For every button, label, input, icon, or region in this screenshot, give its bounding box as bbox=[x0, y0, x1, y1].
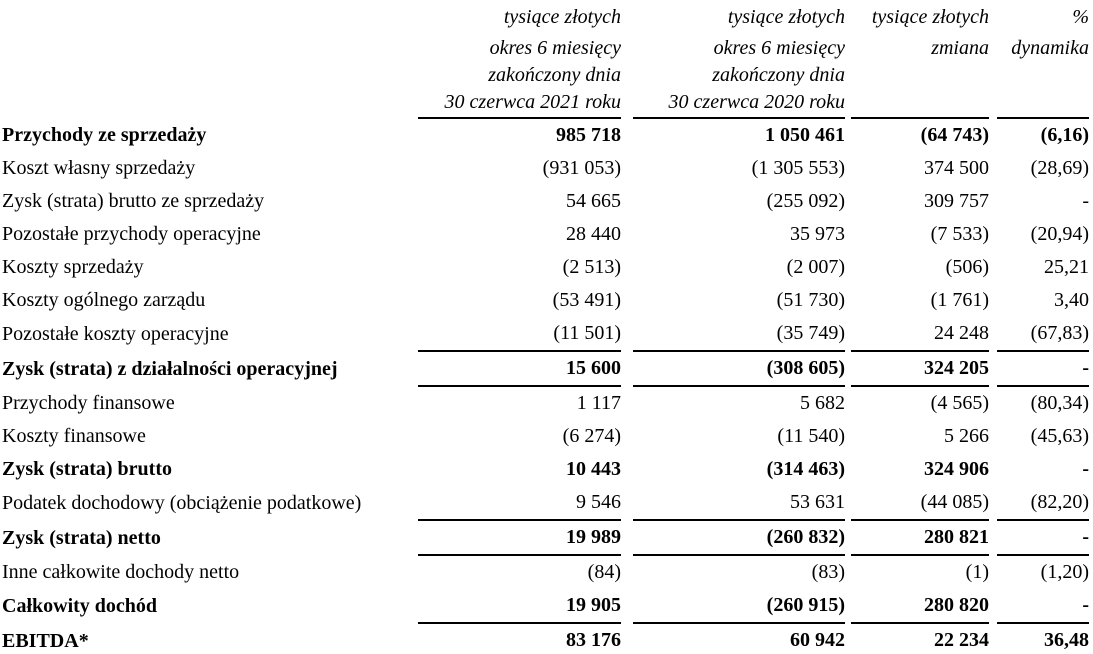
value-2020: (260 915) bbox=[633, 589, 845, 623]
table-row bbox=[2, 317, 1089, 351]
value-dynamics: (67,83) bbox=[997, 317, 1089, 351]
table-row bbox=[2, 486, 1089, 520]
value-change: (64 743) bbox=[920, 124, 989, 146]
value-dynamics: (6,16) bbox=[1040, 124, 1089, 146]
unit-label-2021: tysiące złotych bbox=[503, 6, 621, 28]
column-gap bbox=[621, 589, 633, 623]
value-dynamics: (20,94) bbox=[1030, 223, 1089, 245]
unit-label-2020: tysiące złotych bbox=[727, 6, 845, 28]
row-label: Zysk (strata) brutto bbox=[2, 458, 172, 480]
value-change: 324 906 bbox=[924, 458, 989, 480]
dynamics-label: dynamika bbox=[1011, 37, 1089, 59]
value-2020: (51 730) bbox=[776, 289, 845, 311]
row-label: Przychody ze sprzedaży bbox=[2, 124, 207, 146]
period-2020 bbox=[633, 35, 845, 116]
period-2021-line3: 30 czerwca 2021 roku bbox=[444, 91, 621, 113]
unit-label-change: tysiące złotych bbox=[871, 6, 989, 28]
column-gap bbox=[989, 386, 997, 420]
value-change: (7 533) bbox=[930, 223, 989, 245]
value-2020: (314 463) bbox=[766, 458, 845, 480]
value-2021: (931 053) bbox=[542, 157, 621, 179]
value-change: 324 205 bbox=[851, 351, 989, 386]
value-dynamics: - bbox=[997, 589, 1089, 623]
row-label: Inne całkowite dochody netto bbox=[2, 561, 240, 583]
value-change: 24 248 bbox=[851, 317, 989, 351]
row-label: Koszty ogólnego zarządu bbox=[2, 289, 206, 311]
value-2020: (11 540) bbox=[777, 425, 845, 447]
value-2021: (2 513) bbox=[562, 256, 621, 278]
row-label: Zysk (strata) brutto ze sprzedaży bbox=[2, 190, 265, 212]
table-row bbox=[2, 251, 1089, 284]
row-label: Koszty finansowe bbox=[2, 425, 146, 447]
value-2021: (84) bbox=[587, 561, 621, 583]
table-row bbox=[2, 351, 1089, 386]
header-col-dynamics bbox=[997, 2, 1089, 118]
value-dynamics: (82,20) bbox=[997, 486, 1089, 520]
table-row bbox=[2, 555, 1089, 589]
column-gap bbox=[989, 251, 997, 284]
column-gap bbox=[621, 118, 633, 152]
value-dynamics: (28,69) bbox=[1030, 157, 1089, 179]
column-gap bbox=[989, 152, 997, 185]
header-gap bbox=[621, 2, 633, 118]
value-2020: (260 832) bbox=[633, 520, 845, 555]
value-2021: 19 905 bbox=[418, 589, 621, 623]
column-gap bbox=[989, 284, 997, 317]
header-col-2021 bbox=[418, 2, 621, 118]
value-2020: 60 942 bbox=[633, 623, 845, 654]
column-gap bbox=[989, 520, 997, 555]
value-change: (44 085) bbox=[851, 486, 989, 520]
row-label: Całkowity dochód bbox=[2, 595, 158, 617]
column-gap bbox=[989, 118, 997, 152]
value-dynamics: (45,63) bbox=[1030, 425, 1089, 447]
period-2021 bbox=[418, 35, 621, 116]
dynamics-label-wrap bbox=[997, 35, 1089, 62]
column-gap bbox=[989, 218, 997, 251]
value-change: (1) bbox=[965, 561, 989, 583]
table-row bbox=[2, 386, 1089, 420]
column-gap bbox=[621, 218, 633, 251]
value-2020: 5 682 bbox=[800, 392, 845, 414]
header-gap bbox=[989, 2, 997, 118]
column-gap bbox=[621, 623, 633, 654]
row-label: Podatek dochodowy (obciążenie podatkowe) bbox=[2, 492, 362, 514]
row-label: Pozostałe koszty operacyjne bbox=[2, 323, 229, 345]
value-2021: 1 117 bbox=[576, 392, 621, 414]
column-gap bbox=[621, 284, 633, 317]
column-gap bbox=[621, 386, 633, 420]
table-row bbox=[2, 185, 1089, 218]
column-gap bbox=[621, 420, 633, 453]
table-row bbox=[2, 152, 1089, 185]
value-dynamics: (1,20) bbox=[1040, 561, 1089, 583]
column-gap bbox=[989, 317, 997, 351]
value-dynamics: - bbox=[997, 351, 1089, 386]
value-change: 22 234 bbox=[851, 623, 989, 654]
profit-loss-table bbox=[2, 2, 1089, 654]
column-gap bbox=[989, 185, 997, 218]
table-row bbox=[2, 420, 1089, 453]
column-gap bbox=[989, 351, 997, 386]
value-dynamics: 25,21 bbox=[1044, 256, 1089, 278]
column-gap bbox=[621, 453, 633, 486]
row-label: Koszty sprzedaży bbox=[2, 256, 144, 278]
column-gap bbox=[989, 623, 997, 654]
value-change: 309 757 bbox=[924, 190, 989, 212]
header-col-change bbox=[851, 2, 989, 118]
value-2020: 53 631 bbox=[633, 486, 845, 520]
value-2021: 28 440 bbox=[566, 223, 621, 245]
value-2021: 10 443 bbox=[566, 458, 621, 480]
column-gap bbox=[621, 185, 633, 218]
table-header bbox=[2, 2, 1089, 118]
value-change: (506) bbox=[945, 256, 989, 278]
column-gap bbox=[989, 555, 997, 589]
value-dynamics: - bbox=[1082, 190, 1089, 212]
change-label: zmiana bbox=[931, 37, 989, 59]
period-2021-line2: zakończony dnia bbox=[488, 64, 621, 86]
value-2020: (2 007) bbox=[786, 256, 845, 278]
table-row bbox=[2, 118, 1089, 152]
value-dynamics: 3,40 bbox=[1054, 289, 1089, 311]
value-change: 280 820 bbox=[851, 589, 989, 623]
table-row bbox=[2, 589, 1089, 623]
unit-label-dynamics: % bbox=[1072, 6, 1089, 28]
change-label-wrap bbox=[851, 35, 989, 62]
column-gap bbox=[989, 589, 997, 623]
table-row bbox=[2, 520, 1089, 555]
value-2021: (6 274) bbox=[562, 425, 621, 447]
column-gap bbox=[621, 520, 633, 555]
header-label-spacer bbox=[2, 2, 418, 118]
header-col-2020 bbox=[633, 2, 845, 118]
value-2021: 19 989 bbox=[418, 520, 621, 555]
column-gap bbox=[621, 351, 633, 386]
column-gap bbox=[989, 486, 997, 520]
value-change: 374 500 bbox=[924, 157, 989, 179]
value-2021: (53 491) bbox=[552, 289, 621, 311]
row-label: Pozostałe przychody operacyjne bbox=[2, 223, 261, 245]
value-dynamics: 36,48 bbox=[997, 623, 1089, 654]
value-2020: (308 605) bbox=[633, 351, 845, 386]
table-row bbox=[2, 623, 1089, 654]
value-2020: (255 092) bbox=[766, 190, 845, 212]
row-label: Zysk (strata) z działalności operacyjnej bbox=[2, 358, 338, 380]
table-row bbox=[2, 218, 1089, 251]
value-2020: (35 749) bbox=[633, 317, 845, 351]
value-change: 5 266 bbox=[944, 425, 989, 447]
column-gap bbox=[621, 486, 633, 520]
row-label: Koszt własny sprzedaży bbox=[2, 157, 196, 179]
period-2021-line1: okres 6 miesięcy bbox=[489, 37, 621, 59]
row-label: EBITDA* bbox=[2, 630, 89, 652]
value-2020: 1 050 461 bbox=[765, 124, 845, 146]
value-dynamics: - bbox=[1082, 458, 1089, 480]
column-gap bbox=[621, 251, 633, 284]
value-2021: 15 600 bbox=[418, 351, 621, 386]
period-2020-line1: okres 6 miesięcy bbox=[713, 37, 845, 59]
header-row bbox=[2, 2, 1089, 118]
value-change: (4 565) bbox=[930, 392, 989, 414]
value-change: 280 821 bbox=[851, 520, 989, 555]
value-change: (1 761) bbox=[930, 289, 989, 311]
table-body bbox=[2, 118, 1089, 654]
column-gap bbox=[621, 317, 633, 351]
value-2021: 54 665 bbox=[566, 190, 621, 212]
table-row bbox=[2, 453, 1089, 486]
value-2021: 83 176 bbox=[418, 623, 621, 654]
value-2020: (83) bbox=[811, 561, 845, 583]
column-gap bbox=[989, 420, 997, 453]
column-gap bbox=[989, 453, 997, 486]
table-row bbox=[2, 284, 1089, 317]
value-2020: 35 973 bbox=[790, 223, 845, 245]
value-2020: (1 305 553) bbox=[751, 157, 845, 179]
value-dynamics: (80,34) bbox=[1030, 392, 1089, 414]
row-label: Zysk (strata) netto bbox=[2, 527, 161, 549]
column-gap bbox=[621, 555, 633, 589]
value-2021: 9 546 bbox=[418, 486, 621, 520]
row-label: Przychody finansowe bbox=[2, 392, 175, 414]
value-2021: 985 718 bbox=[556, 124, 621, 146]
period-2020-line3: 30 czerwca 2020 roku bbox=[668, 91, 845, 113]
period-2020-line2: zakończony dnia bbox=[712, 64, 845, 86]
column-gap bbox=[621, 152, 633, 185]
value-2021: (11 501) bbox=[418, 317, 621, 351]
value-dynamics: - bbox=[997, 520, 1089, 555]
